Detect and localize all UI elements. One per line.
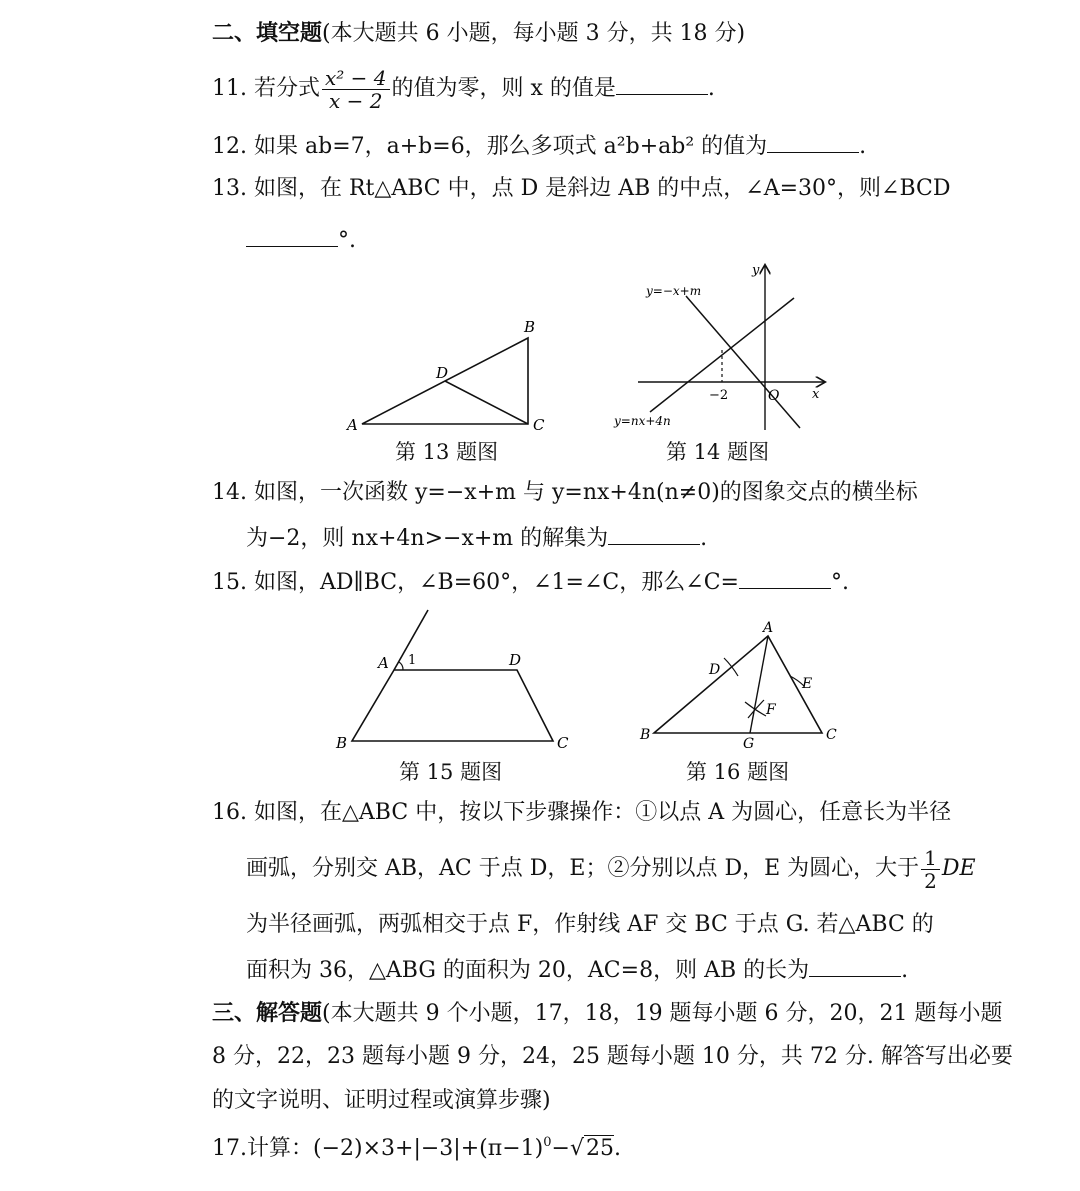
q14-number: 14. [212,480,247,505]
q15-end: °. [830,570,849,595]
angle-1-arc [399,662,403,670]
q16-line2-post: DE [941,856,976,881]
figure-13 [340,318,560,438]
q11-answer-blank[interactable] [616,72,708,95]
fig16-label-g: G [743,736,755,752]
ray-af [750,636,768,733]
fig15-caption: 第 15 题图 [399,760,503,784]
fig13-label-c: C [533,416,545,434]
fig16-label-b: B [640,727,651,743]
q17-exponent: 0 [543,1135,552,1150]
section3-line1: (本大题共 9 个小题，17，18，19 题每小题 6 分，20，21 题每小题 [322,1001,1003,1026]
fig14-label-x: x [812,387,820,402]
section2-note: (本大题共 6 小题，每小题 3 分，共 18 分) [322,21,746,46]
q11-number: 11. [212,76,247,101]
q12-text: 如果 ab=7，a+b=6，那么多项式 a²b+ab² 的值为 [254,134,768,159]
q13-end: °. [338,228,356,253]
q16-line1: 如图，在△ABC 中，按以下步骤操作：①以点 A 为圆心，任意长为半径 [254,800,952,825]
q14-end: . [700,526,708,551]
question-12 [212,130,866,162]
fig13-label-d: D [436,364,449,382]
fig15-label-a: A [378,654,389,672]
q12-number: 12. [212,134,247,159]
triangle-abc-16 [654,636,822,733]
q12-end: . [859,134,867,159]
q16-frac-den: 2 [924,868,937,893]
q11-fraction [322,67,390,112]
q16-end: . [901,958,909,983]
q11-pre: 若分式 [254,76,321,101]
fig16-label-e: E [802,676,813,692]
fig15-label-angle1: 1 [408,653,417,668]
q17-number: 17. [212,1136,247,1161]
question-16-line3 [246,910,934,940]
q12-answer-blank[interactable] [767,130,859,153]
fig16-caption: 第 16 题图 [686,760,790,784]
q16-line2-pre: 画弧，分别交 AB，AC 于点 D，E；②分别以点 D，E 为圆心，大于 [246,856,920,881]
section3-line3-row [212,1086,551,1116]
question-11 [212,66,715,112]
question-16-line4 [246,954,908,986]
q13-text: 如图，在 Rt△ABC 中，点 D 是斜边 AB 的中点，∠A=30°，则∠BCD [254,176,951,201]
fig14-label-line2: y=nx+4n [614,414,671,428]
q11-end: . [707,76,715,101]
q17-end: . [613,1136,621,1161]
line-y-neg-x-plus-m [686,296,800,428]
fig16-label-d: D [709,662,721,678]
fig15-label-d: D [509,651,522,669]
q11-post: 的值为零，则 x 的值是 [391,76,616,101]
q15-text: 如图，AD∥BC，∠B=60°，∠1=∠C，那么∠C= [254,570,739,595]
q15-answer-blank[interactable] [739,566,831,589]
q15-number: 15. [212,570,247,595]
fig16-label-c: C [826,727,837,743]
q17-pre: 计算：(−2)×3+|−3|+(π−1) [247,1136,544,1161]
figure-16 [636,618,846,754]
question-14 [212,478,918,508]
q11-denominator: x − 2 [329,88,383,113]
sqrt-symbol: √ [569,1136,584,1161]
section3-line2: 8 分，22，23 题每小题 9 分，24，25 题每小题 10 分，共 72 分. 解答写出必要 [212,1044,1013,1069]
section3-line2-row [212,1042,1013,1072]
question-13 [212,174,951,204]
section3-title: 三、解答题 [212,1000,323,1026]
fig15-label-b: B [336,734,348,752]
question-17 [212,1134,621,1164]
fig16-label-f: F [766,702,776,718]
section2-header [212,18,745,49]
section3-header [212,998,1003,1029]
fig14-caption: 第 14 题图 [666,440,770,464]
q16-answer-blank[interactable] [809,954,901,977]
figure-15 [330,606,580,756]
fig14-label-origin: O [768,388,780,404]
section3-line3: 的文字说明、证明过程或演算步骤) [212,1088,551,1113]
q17-mid: − [551,1136,570,1161]
section2-title: 二、填空题 [212,20,323,46]
fig13-caption: 第 13 题图 [395,440,499,464]
q16-frac-num: 1 [921,847,940,870]
q13-number: 13. [212,176,247,201]
question-13-cont [246,224,356,256]
figure-14 [612,260,832,432]
fig16-label-a: A [763,620,774,636]
question-16 [212,798,951,828]
fig15-label-c: C [557,734,569,752]
q16-fraction [921,847,940,892]
q11-numerator: x² − 4 [322,67,390,90]
segment-cd [445,381,528,424]
q16-line4: 面积为 36，△ABG 的面积为 20，AC=8，则 AB 的长为 [246,958,810,983]
q16-number: 16. [212,800,247,825]
q14-answer-blank[interactable] [608,522,700,545]
trapezoid-abcd [352,670,553,741]
fig14-label-y: y [752,263,760,278]
q13-answer-blank[interactable] [246,224,338,247]
q16-line3: 为半径画弧，两弧相交于点 F，作射线 AF 交 BC 于点 G. 若△ABC 的 [246,912,934,937]
q14-line2: 为−2，则 nx+4n>−x+m 的解集为 [246,526,609,551]
q17-radicand: 25 [585,1136,614,1161]
question-16-line2 [246,846,976,892]
q14-line1: 如图，一次函数 y=−x+m 与 y=nx+4n(n≠0)的图象交点的横坐标 [254,480,918,505]
fig14-label-line1: y=−x+m [646,284,702,298]
fig13-label-a: A [347,416,358,434]
fig14-label-tick: −2 [709,388,729,403]
question-14-cont [246,522,707,554]
question-15 [212,566,849,598]
fig13-label-b: B [524,318,536,336]
